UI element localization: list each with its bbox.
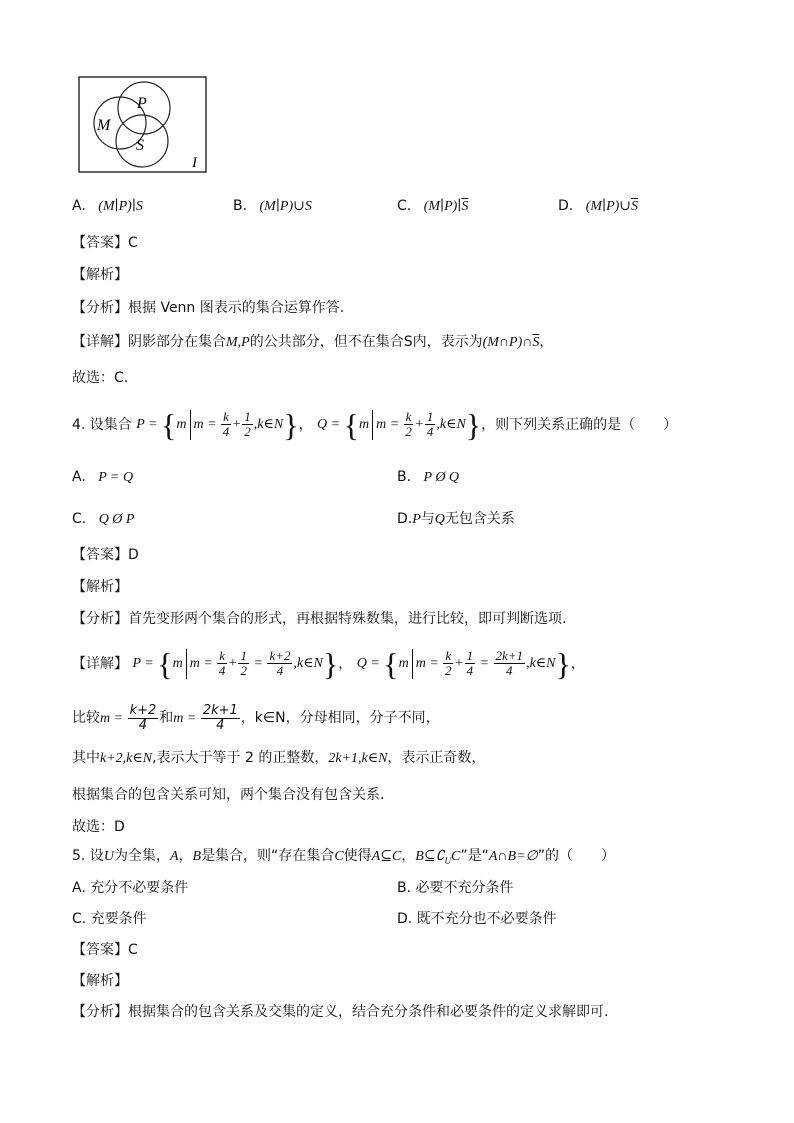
q4-q-frac1-num: k [405, 409, 412, 425]
q3-option-d-expr: (M∣P)∪ [585, 199, 632, 214]
q3-option-b-label: B. [233, 198, 248, 214]
q4-option-c [72, 509, 134, 530]
q5-fenxi: 【分析】根据集合的包含关系及交集的定义，结合充分条件和必要条件的定义求解即可. [72, 1004, 609, 1020]
q5-e3: A∩B=∅ [488, 849, 538, 864]
q5-stem-pre: 5. 设 [72, 848, 104, 864]
q4-p-m-eq: m = [193, 417, 221, 432]
q4-comma: ， [298, 417, 313, 433]
q4-option-a-text: P = Q [98, 470, 134, 485]
q5-stem-e: ”是“ [460, 848, 489, 864]
q4-option-d-p: P [412, 512, 421, 527]
label-p: P [137, 95, 147, 112]
q4-option-d-mid: 与 [420, 511, 435, 527]
q4-xj-p-f2-num: 1 [240, 648, 247, 664]
q4-xj-p-f3-num: k+2 [269, 648, 291, 664]
q5-stem-a: 为全集， [113, 848, 170, 864]
q3-option-d-label: D. [558, 198, 574, 214]
q3-option-c-label: C. [397, 198, 412, 214]
q4-q-frac2-den: 4 [426, 424, 434, 440]
q4-stem [72, 405, 677, 445]
q4-p-frac1-num: k [223, 409, 229, 425]
q5-option-b: B. 必要不充分条件 [397, 880, 514, 896]
q4-xj-p-m-eq: m = [189, 656, 217, 671]
q5-answer: 【答案】C [72, 942, 138, 958]
q4-xj-q-f2-den: 4 [466, 663, 474, 679]
q4-bijiao-and: 和 [159, 710, 174, 726]
q3-xiangjie [72, 332, 553, 353]
q4-p-frac2-num: 1 [244, 409, 251, 425]
q4-xj-comma: ， [338, 656, 353, 672]
q4-xj-p-plus: + [228, 656, 238, 671]
q5-jiexi: 【解析】 [72, 973, 128, 989]
q4-xiangjie-tag: 【详解】 [72, 656, 128, 672]
q4-xiangjie [72, 644, 585, 684]
q4-option-a-label: A. [72, 469, 86, 485]
q4-qizhong-end: ，表示正奇数， [387, 750, 486, 766]
q3-option-d [558, 196, 638, 217]
q5-stem-c: 使得 [343, 848, 372, 864]
q4-option-d-q: Q [434, 512, 445, 527]
q4-q-frac2-num: 1 [426, 409, 434, 425]
q4-xj-end: ， [570, 656, 585, 672]
q5-a: A [169, 849, 179, 864]
q5-e2-c: C [451, 849, 461, 864]
q4-q-k-in-n: ,k∈N [436, 417, 466, 432]
q3-xiangjie-mp: M,P [226, 335, 250, 350]
q3-jiexi: 【解析】 [72, 267, 128, 283]
q4-stem-pre: 4. 设集合 [72, 417, 132, 433]
q3-guxuan: 故选：C. [72, 370, 129, 386]
q4-q-frac1-den: 2 [405, 424, 412, 440]
q4-xj-p-eq2: = [249, 656, 267, 671]
q4-xj-q-eq: Q = [356, 656, 384, 671]
q3-option-c-expr: (M∣P)∣ [423, 199, 462, 214]
q4-option-c-text: Q Ø P [98, 512, 135, 527]
q4-bijiao-m2: m = [173, 711, 200, 726]
q3-option-a-label: A. [72, 198, 86, 214]
q3-xiangjie-bar: $\overline{S}$ [532, 335, 540, 350]
q3-xiangjie-expr: (M∩P)∩ [482, 335, 533, 350]
q4-qizhong-e1: k+2,k∈N [100, 751, 153, 766]
q4-p-m: m [176, 417, 187, 432]
q4-xj-set-p: P = {m m = $\frac{k}{4}$ + $\frac{1}{2}$ = $\frac{k+2}{4}$ ,k∈N} [132, 645, 339, 682]
q4-option-b [397, 467, 459, 488]
q4-bijiao [72, 698, 440, 739]
q4-xj-p-f1-den: 4 [218, 663, 226, 679]
venn-diagram [78, 76, 208, 174]
q5-stem-f: ”的（ ） [537, 848, 615, 864]
q4-option-b-label: B. [397, 469, 412, 485]
q4-bijiao-pre: 比较 [72, 710, 100, 726]
q4-xj-set-q: Q = {m m = $\frac{k}{2}$ + $\frac{1}{4}$ = $\frac{2k+1}{4}$ ,k∈N} [356, 645, 571, 682]
q3-xiangjie-end: ， [539, 334, 554, 350]
q4-xj-q-f3-den: 4 [506, 663, 513, 679]
q4-qizhong [72, 748, 485, 769]
q4-p-eq: P = [136, 417, 162, 432]
q4-xj-q-k-in-n: ,k∈N [526, 656, 556, 671]
q4-xj-q-m: m [398, 656, 409, 671]
q4-xj-p-f3-den: 4 [276, 663, 284, 679]
q3-option-b [233, 196, 312, 217]
q3-option-a [72, 196, 143, 217]
q3-xiangjie-mid: 的公共部分，但不在集合S内，表示为 [249, 334, 483, 350]
q4-xj-q-f3-num: 2k+1 [495, 648, 524, 664]
q4-xj-p-eq: P = [132, 656, 158, 671]
q3-option-c [397, 196, 468, 217]
q4-xj-q-f1-den: 2 [444, 663, 452, 679]
q5-u: U [103, 849, 114, 864]
q4-q-eq: Q = [317, 417, 344, 432]
q5-stem [72, 846, 615, 871]
q3-option-a-expr: (M∣P)∣S [98, 199, 143, 214]
q4-option-c-label: C. [72, 511, 87, 527]
q4-bijiao-f2-num: 2k+1 [202, 702, 238, 718]
label-i: I [192, 155, 197, 171]
q3-option-b-expr: (M∣P)∪S [259, 199, 312, 214]
q4-xj-q-f2-num: 1 [466, 648, 474, 664]
q4-xj-p-k-in-n: ,k∈N [293, 656, 323, 671]
q4-option-a [72, 467, 133, 488]
q4-jiexi: 【解析】 [72, 579, 128, 595]
q5-e2-sub: U [444, 855, 451, 866]
q4-q-plus: + [414, 417, 424, 432]
q4-p-frac2-den: 2 [244, 424, 251, 440]
q4-option-d [397, 509, 515, 530]
q4-set-q: Q = {m m = $\frac{k}{2}$ + $\frac{1}{4}$ ,k∈N} [317, 406, 482, 443]
q4-xj-q-m-eq: m = [415, 656, 443, 671]
q4-q-m: m [358, 417, 370, 432]
q4-qizhong-mid: ,表示大于等于 2 的正整数， [152, 750, 329, 766]
q5-b: B [192, 849, 202, 864]
label-s: S [136, 137, 144, 154]
q4-xj-q-f1-num: k [445, 648, 452, 664]
q4-bijiao-f1-num: k+2 [129, 702, 157, 718]
q5-e2: B⊆∁ [415, 849, 445, 864]
q4-option-d-end: 无包含关系 [444, 511, 515, 527]
q4-p-plus: + [231, 417, 242, 432]
q4-set-p: P = {m m = $\frac{k}{4}$ + $\frac{1}{2}$ ,k∈N} [136, 406, 299, 443]
q4-qizhong-e2: 2k+1,k∈N [328, 751, 388, 766]
q5-option-a: A. 充分不必要条件 [72, 880, 189, 896]
q3-option-c-bar: $\overline{S}$ [461, 199, 469, 214]
q4-xj-p-m: m [172, 656, 183, 671]
q4-p-k-in-n: ,k∈N [253, 417, 284, 432]
q4-bijiao-f2-den: 4 [216, 717, 225, 733]
q4-fenxi: 【分析】首先变形两个集合的形式，再根据特殊数集，进行比较，即可判断选项. [72, 611, 567, 627]
q4-qizhong-pre: 其中 [72, 750, 100, 766]
q4-q-m-eq: m = [376, 417, 403, 432]
q4-bijiao-post: ，k∈N，分母相同，分子不同， [240, 710, 440, 726]
q5-option-d: D. 既不充分也不必要条件 [397, 911, 557, 927]
q4-stem-post: ，则下列关系正确的是（ ） [481, 417, 678, 433]
q4-p-frac1-den: 4 [222, 424, 230, 440]
q3-option-d-bar: $\overline{S}$ [631, 199, 639, 214]
q4-option-b-text: P Ø Q [423, 470, 460, 485]
q4-xj-q-plus: + [454, 656, 464, 671]
q3-fenxi: 【分析】根据 Venn 图表示的集合运算作答. [72, 300, 345, 316]
q5-c: C [334, 849, 344, 864]
q4-bijiao-f1-den: 4 [138, 717, 148, 733]
q4-xj-p-f2-den: 2 [240, 663, 247, 679]
q5-option-c: C. 充要条件 [72, 911, 147, 927]
q4-option-d-label: D. [397, 511, 413, 527]
q5-comma1: ， [178, 848, 193, 864]
q4-xj-q-eq2: = [476, 656, 493, 671]
q4-xj-p-f1-num: k [219, 648, 226, 664]
q3-answer: 【答案】C [72, 235, 138, 251]
label-m: M [97, 117, 111, 134]
q4-answer: 【答案】D [72, 547, 139, 563]
q5-stem-b: 是集合，则“存在集合 [201, 848, 335, 864]
q5-stem-d: ， [401, 848, 416, 864]
q5-e1: A⊆C [371, 849, 402, 864]
q3-xiangjie-pre: 【详解】阴影部分在集合 [72, 334, 226, 350]
q4-guxuan: 故选：D [72, 819, 125, 835]
q4-bijiao-m1: m = [100, 711, 127, 726]
q4-conclude: 根据集合的包含关系可知，两个集合没有包含关系. [72, 787, 385, 803]
